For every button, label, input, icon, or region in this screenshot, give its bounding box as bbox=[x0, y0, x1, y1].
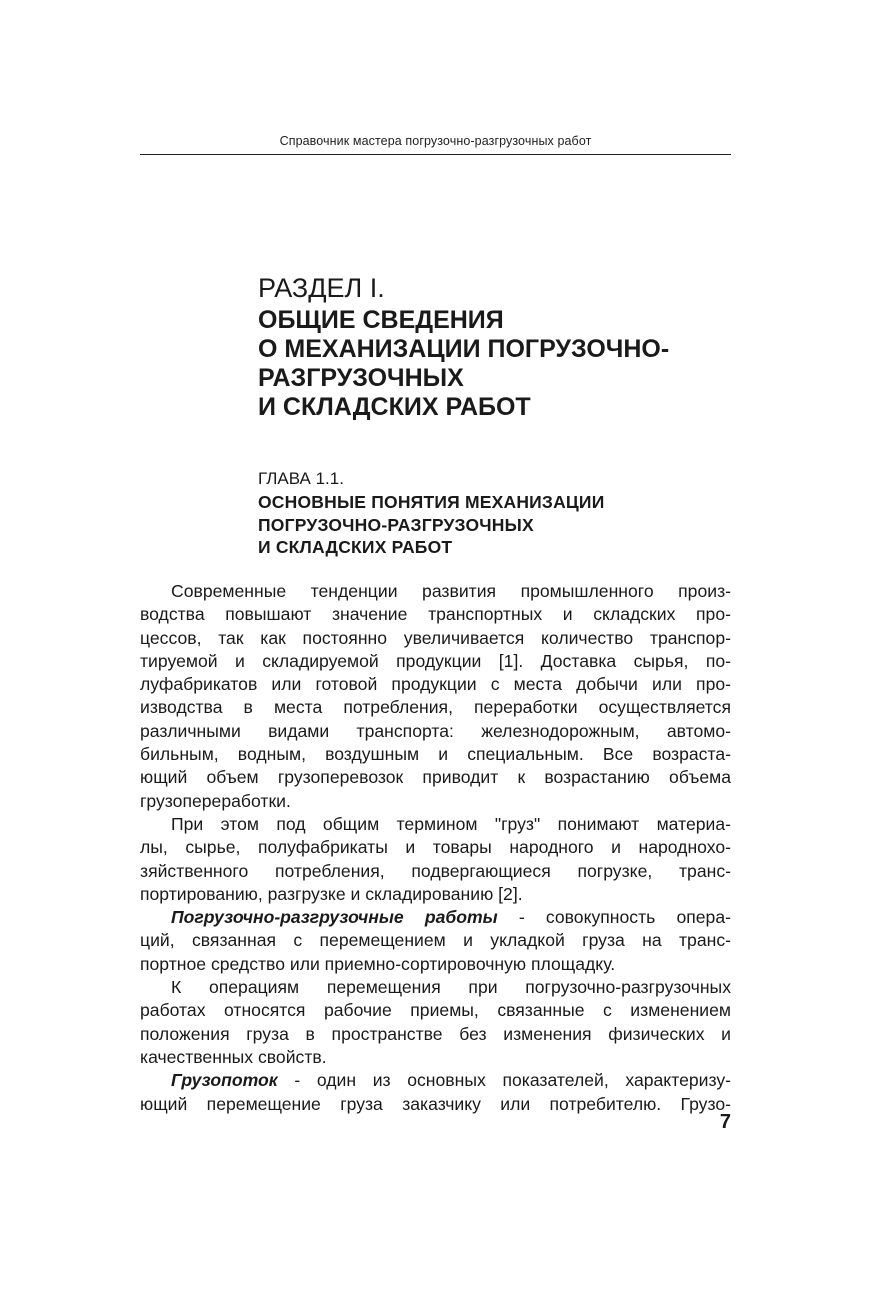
text-line: Современные тенденции развития промышленного произ- bbox=[171, 581, 731, 601]
section-label: РАЗДЕЛ I. bbox=[258, 273, 385, 303]
text-line: ций, связанная с перемещением и укладкой груза на транс- bbox=[140, 930, 731, 951]
section-title-line: О МЕХАНИЗАЦИИ ПОГРУЗОЧНО- bbox=[258, 335, 670, 363]
body-text bbox=[140, 580, 731, 1116]
chapter-heading bbox=[258, 468, 738, 559]
chapter-title-line: И СКЛАДСКИХ РАБОТ bbox=[258, 537, 453, 557]
text-line: грузопереработки. bbox=[140, 790, 291, 811]
chapter-title-line: ОСНОВНЫЕ ПОНЯТИЯ МЕХАНИЗАЦИИ bbox=[258, 492, 605, 512]
section-title-line: ОБЩИЕ СВЕДЕНИЯ bbox=[258, 306, 504, 334]
text-line: водства повышают значение транспортных и складских про- bbox=[140, 604, 731, 625]
text-line: положения груза в пространстве без изменения физических и bbox=[140, 1023, 731, 1044]
text-line: ющий объем грузоперевозок приводит к возрастанию объема bbox=[140, 767, 731, 788]
chapter-label: ГЛАВА 1.1. bbox=[258, 469, 344, 488]
running-header: Справочник мастера погрузочно-разгрузочных работ bbox=[279, 134, 592, 148]
section-heading bbox=[258, 272, 738, 422]
text-line: При этом под общим термином "груз" понимают материа- bbox=[171, 813, 731, 834]
text-line: качественных свойств. bbox=[140, 1046, 327, 1067]
text-line: различными видами транспорта: железнодорожным, автомо- bbox=[140, 720, 731, 741]
text-line: цессов, так как постоянно увеличивается количество транспор- bbox=[140, 627, 731, 648]
text-line: работах относятся рабочие приемы, связанные с изменением bbox=[140, 1000, 731, 1021]
text-line: зяйственного потребления, подвергающиеся погрузке, транс- bbox=[140, 860, 731, 881]
section-title bbox=[258, 306, 738, 422]
text-line: портированию, разгрузке и складированию [2]. bbox=[140, 883, 523, 904]
section-title-line: РАЗГРУЗОЧНЫХ bbox=[258, 364, 464, 392]
chapter-title-line: ПОГРУЗОЧНО-РАЗГРУЗОЧНЫХ bbox=[258, 514, 534, 535]
text-line: ющий перемещение груза заказчику или потребителю. Грузо- bbox=[140, 1093, 731, 1114]
text-line: изводства в места потребления, переработки осуществляется bbox=[140, 697, 731, 718]
text-line bbox=[140, 906, 731, 929]
term-definition: Погрузочно-разгрузочные работы bbox=[171, 907, 498, 928]
chapter-title bbox=[258, 491, 738, 559]
text-line: К операциям перемещения при погрузочно-разгрузочных bbox=[171, 977, 731, 998]
text-fragment: - один из основных показателей, характеризу- bbox=[277, 1070, 731, 1091]
header-rule bbox=[140, 154, 731, 155]
term-definition: Грузопоток bbox=[171, 1070, 278, 1091]
text-line: портное средство или приемно-сортировочную площадку. bbox=[140, 953, 616, 974]
text-fragment: - совокупность опера- bbox=[497, 907, 731, 928]
text-line: луфабрикатов или готовой продукции с места добычи или про- bbox=[140, 674, 731, 695]
text-line: тируемой и складируемой продукции [1]. Доставка сырья, по- bbox=[140, 650, 731, 671]
text-line: бильным, водным, воздушным и специальным. Все возраста- bbox=[140, 744, 731, 765]
text-line: лы, сырье, полуфабрикаты и товары народного и народнохо- bbox=[140, 837, 731, 858]
section-title-line: И СКЛАДСКИХ РАБОТ bbox=[258, 393, 531, 421]
text-line bbox=[140, 1069, 731, 1092]
page-number: 7 bbox=[719, 1111, 731, 1133]
